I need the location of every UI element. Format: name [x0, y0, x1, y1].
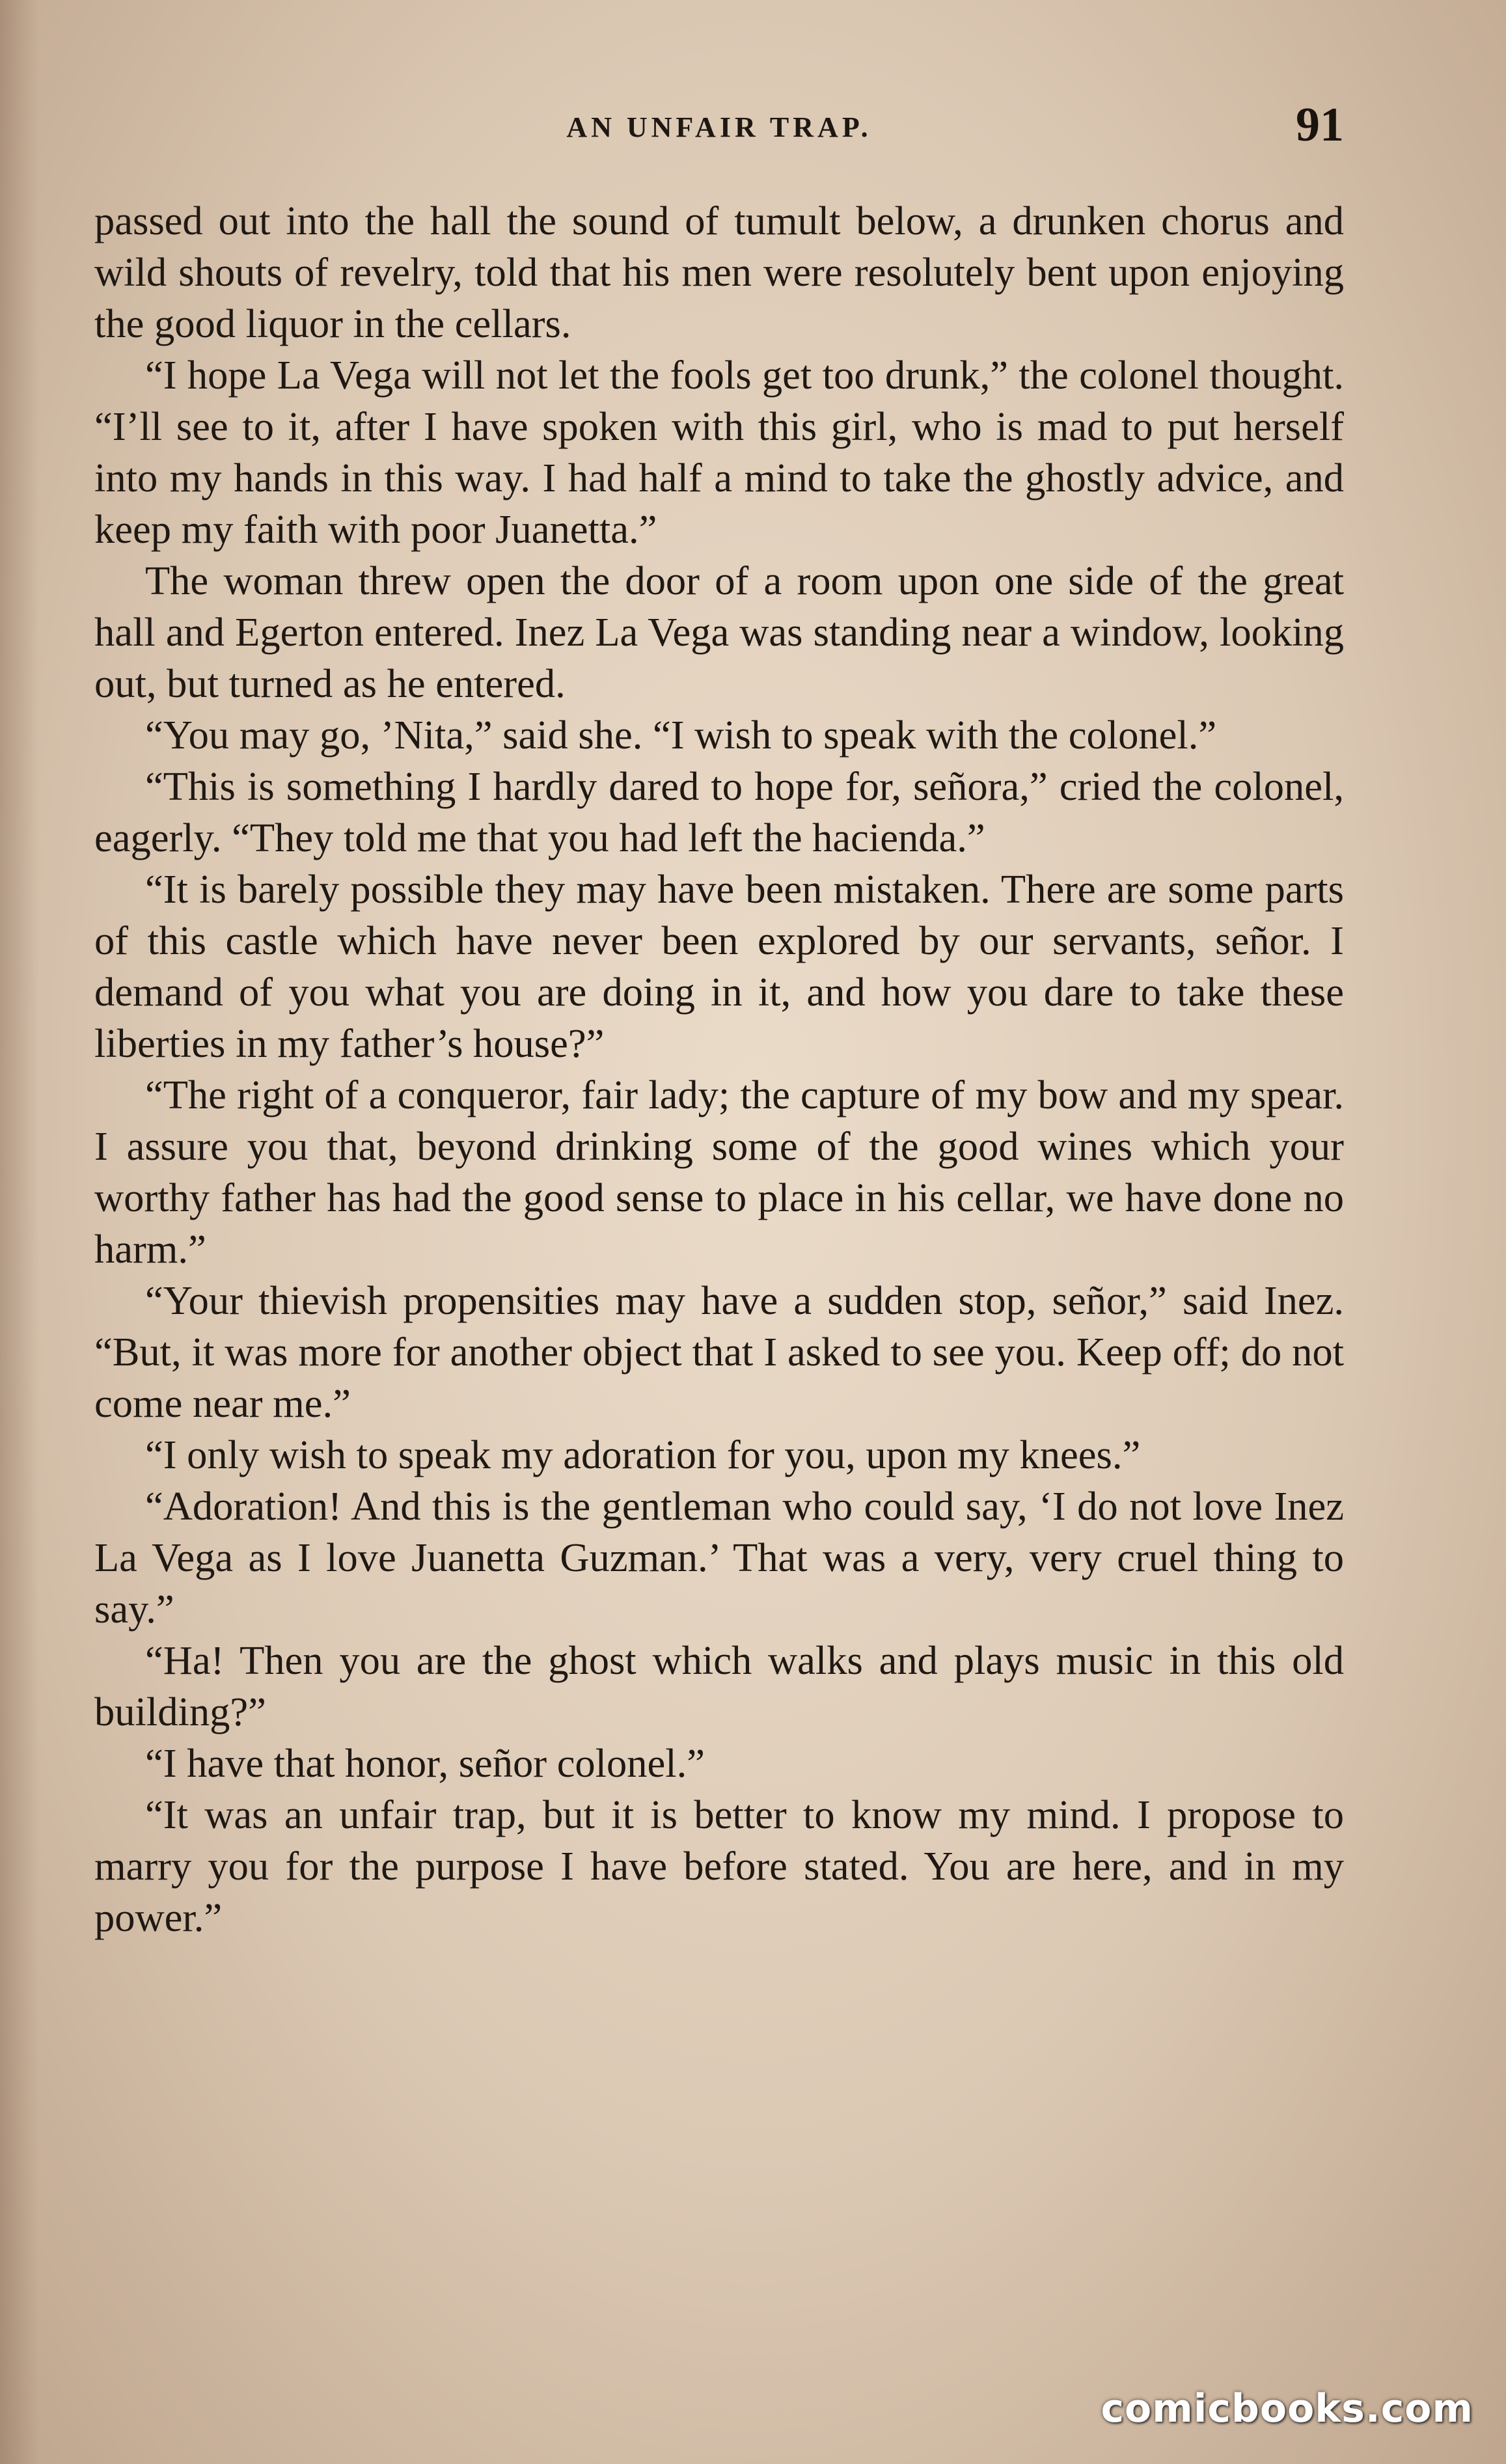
- page-gutter-shadow: [0, 0, 39, 2464]
- paragraph: “The right of a conqueror, fair lady; the capture of my bow and my spear. I assure you that, beyond drinking some of the good wines which your worthy father has had the good sense to place in his cellar, we have done no harm.”: [94, 1072, 1344, 1272]
- paragraph: “It was an unfair trap, but it is better to know my mind. I propose to marry you for the purpose I have before stated. You are here, and in my power.”: [94, 1792, 1344, 1940]
- paragraph: “Adoration! And this is the gentleman who could say, ‘I do not love Inez La Vega as I love Juanetta Guzman.’ That was a very, very cruel thing to say.”: [94, 1483, 1344, 1632]
- paragraph: The woman threw open the door of a room upon one side of the great hall and Egerton entered. Inez La Vega was standing near a window, looking out, but turned as he entered.: [94, 558, 1344, 706]
- paragraph: “Your thievish propensities may have a sudden stop, señor,” said Inez. “But, it was more for another object that I asked to see you. Keep off; do not come near me.”: [94, 1278, 1344, 1426]
- running-head: AN UNFAIR TRAP.: [566, 111, 872, 143]
- paragraph: “It is barely possible they may have been mistaken. There are some parts of this castle which have never been explored by our servants, señor. I demand of you what you are doing in it, and how you dare to take these liberties in my father’s house?”: [94, 866, 1344, 1066]
- paragraph: “This is something I hardly dared to hope for, señora,” cried the colonel, eagerly. “They told me that you had left the hacienda.”: [94, 763, 1344, 860]
- paragraph: “Ha! Then you are the ghost which walks and plays music in this old building?”: [94, 1637, 1344, 1734]
- page-body: [94, 195, 1344, 1943]
- paragraph: “I have that honor, señor colonel.”: [145, 1740, 705, 1786]
- page-header: [94, 98, 1344, 169]
- watermark: comicbooks.com: [1101, 2386, 1473, 2431]
- paragraph: “You may go, ’Nita,” said she. “I wish to speak with the colonel.”: [145, 712, 1217, 758]
- paragraph: “I hope La Vega will not let the fools get too drunk,” the colonel thought. “I’ll see to it, after I have spoken with this girl, who is mad to put herself into my hands in this way. I had half a mind to take the ghostly advice, and keep my faith with poor Juanetta.”: [94, 352, 1344, 552]
- paragraph: “I only wish to speak my adoration for you, upon my knees.”: [145, 1432, 1141, 1477]
- page-number: 91: [1296, 98, 1344, 152]
- paragraph: passed out into the hall the sound of tumult below, a drunken chorus and wild shouts of revelry, told that his men were resolutely bent upon enjoying the good liquor in the cellars.: [94, 198, 1344, 346]
